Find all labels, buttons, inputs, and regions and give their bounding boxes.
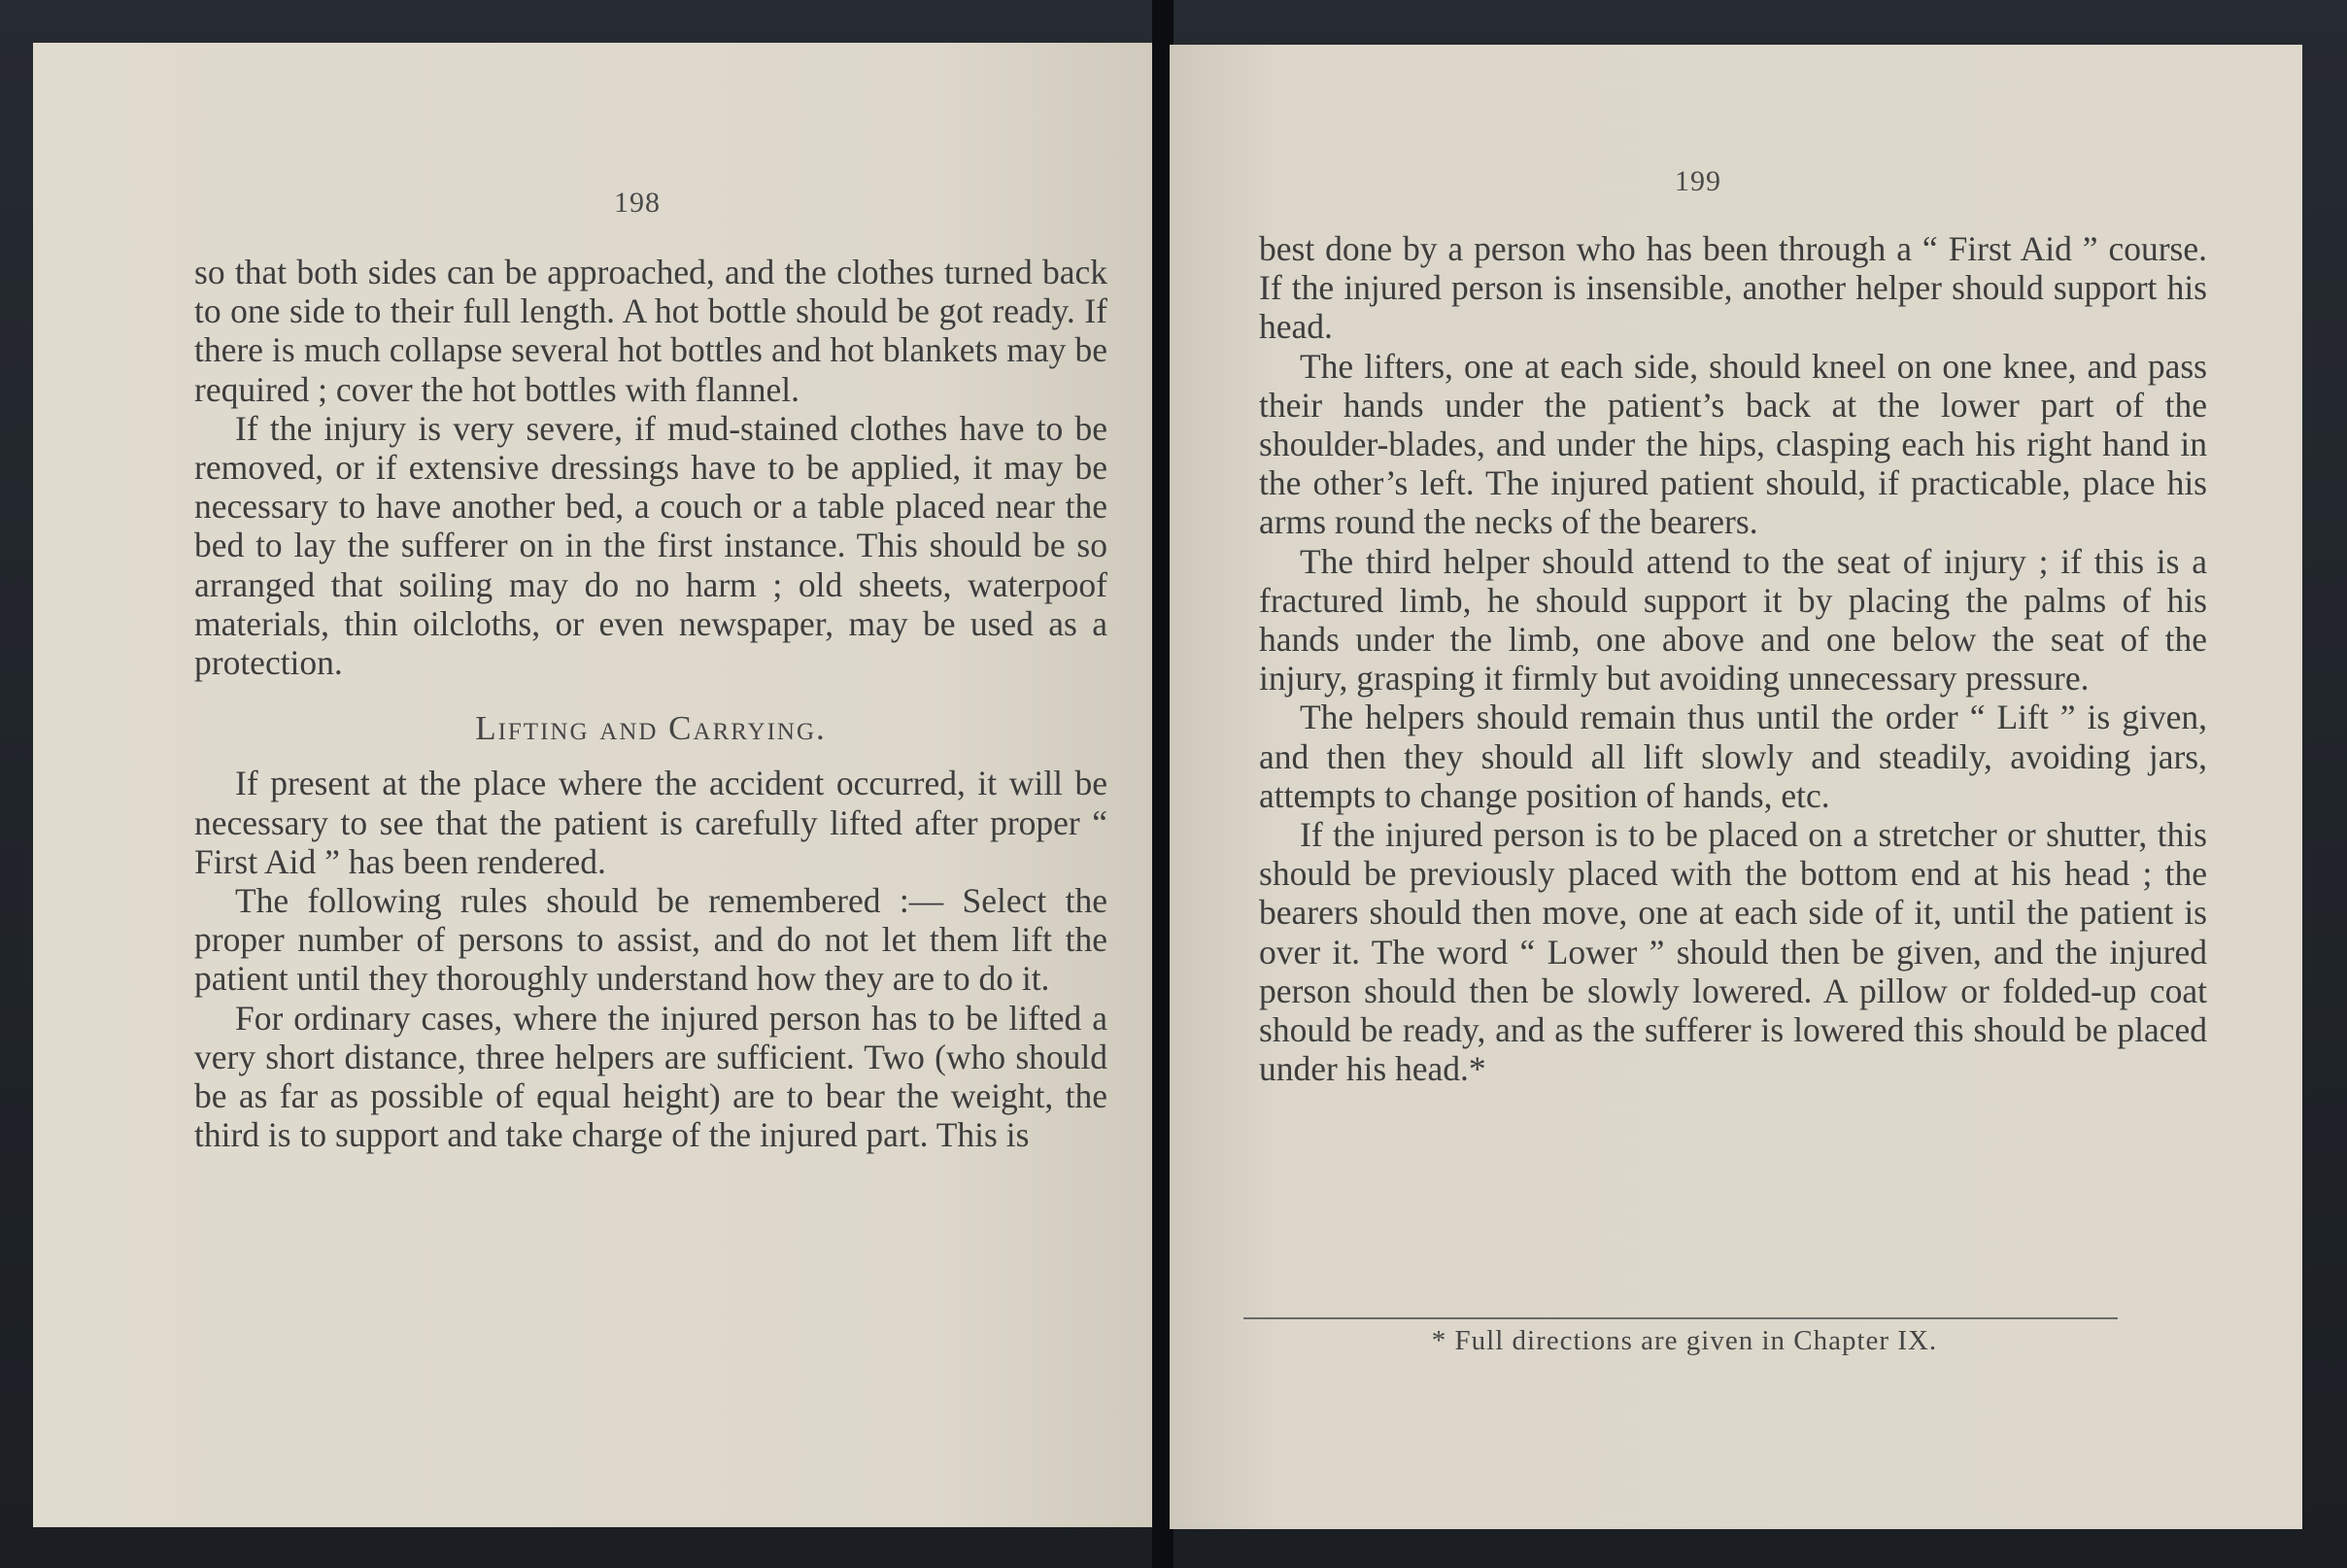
paragraph: The following rules should be remembered :— Select the proper number of persons to assist, and do not let them lift the patient until they thoroughly understand how they are to do it. <box>194 881 1107 999</box>
paragraph: The lifters, one at each side, should kneel on one knee, and pass their hands under the patient’s back at the lower part of the shoulder-blades, and under the hips, clasping each his right hand in the other’s left. The injured patient should, if practicable, place his arms round the necks of the bearers. <box>1259 346 2207 542</box>
page-number-left: 198 <box>614 187 661 219</box>
right-page-text <box>1259 229 2207 1088</box>
paragraph: For ordinary cases, where the injured person has to be lifted a very short distance, three helpers are sufficient. Two (who should be as far as possible of equal height) are to bear the weight, the third is to support and take charge of the injured part. This is <box>194 998 1107 1155</box>
paragraph: If present at the place where the accident occurred, it will be necessary to see that the patient is carefully lifted after proper “ First Aid ” has been rendered. <box>194 764 1107 881</box>
footnote-divider <box>1243 1317 2118 1319</box>
section-heading: Lifting and Carrying. <box>475 709 827 748</box>
left-page <box>33 43 1158 1527</box>
paragraph: The third helper should attend to the seat of injury ; if this is a fractured limb, he should support it by placing the palms of his hands under the limb, one above and one below the seat of the injury, grasping it firmly but avoiding unnecessary pressure. <box>1259 541 2207 699</box>
paragraph: If the injury is very severe, if mud-stained clothes have to be removed, or if extensive dressings have to be applied, it may be necessary to have another bed, a couch or a table placed near the bed to lay the sufferer on in the first instance. This should be so arranged that soiling may do no harm ; old sheets, waterpoof materials, thin oilcloths, or even newspaper, may be used as a protection. <box>194 408 1107 683</box>
paragraph: If the injured person is to be placed on a stretcher or shutter, this should be previously placed with the bottom end at his head ; the bearers should then move, one at each side of it, until the patient is over it. The word “ Lower ” should then be given, and the injured person should then be slowly lowered. A pillow or folded-up coat should be ready, and as the sufferer is lowered this should be placed under his head.* <box>1259 815 2207 1089</box>
left-page-text <box>194 253 1107 1154</box>
paragraph: best done by a person who has been through a “ First Aid ” course. If the injured person is insensible, another helper should support his head. <box>1259 229 2207 347</box>
page-number-right: 199 <box>1675 165 1721 197</box>
paragraph: The helpers should remain thus until the order “ Lift ” is given, and then they should all lift slowly and steadily, avoiding jars, attempts to change position of hands, etc. <box>1259 698 2207 815</box>
paragraph: so that both sides can be approached, and the clothes turned back to one side to their full length. A hot bottle should be got ready. If there is much collapse several hot bottles and hot blankets may be required ; cover the hot bottles with flannel. <box>194 253 1107 409</box>
right-page <box>1170 45 2302 1529</box>
footnote: * Full directions are given in Chapter IX. <box>1431 1325 1938 1356</box>
